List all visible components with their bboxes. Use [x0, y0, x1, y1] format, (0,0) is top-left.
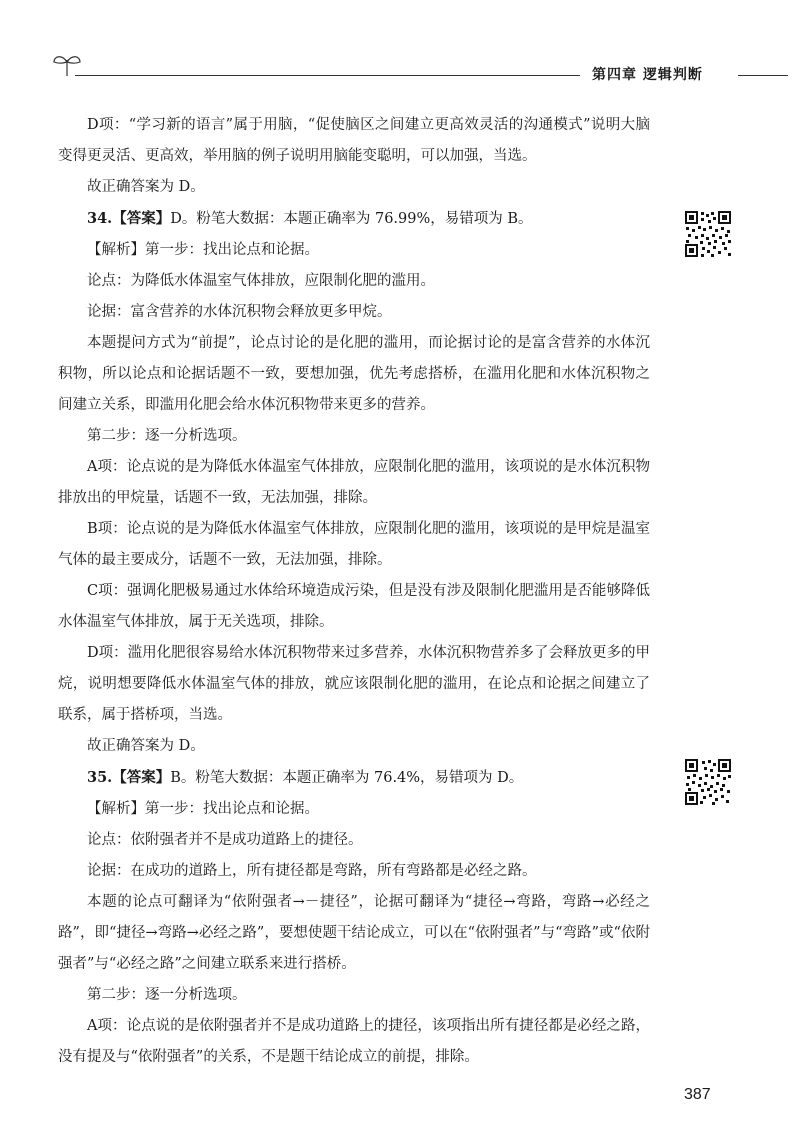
paragraph: 论据：在成功的道路上，所有捷径都是弯路，所有弯路都是必经之路。: [87, 863, 537, 879]
answer-label: 35.【答案】: [87, 769, 171, 786]
paragraph: 论点：为降低水体温室气体排放，应限制化肥的滥用。: [87, 273, 435, 289]
answer-label: 34.【答案】: [87, 210, 171, 227]
paragraph: 论点：依附强者并不是成功道路上的捷径。: [87, 832, 363, 848]
answer-text: B。粉笔大数据：本题正确率为 76.4%，易错项为 D。: [170, 770, 524, 786]
paragraph: D项：滥用化肥很容易给水体沉积物带来过多营养，水体沉积物营养多了会释放更多的甲烷，说明想要降低水体温室气体的排放，就应该限制化肥的滥用，在论点和论据之间建立了联系，属于搭桥项，当选。: [58, 645, 650, 723]
paragraph: 【解析】第一步：找出论点和论据。: [87, 242, 319, 258]
qr-code-icon[interactable]: [684, 758, 732, 806]
sprout-icon: [50, 50, 84, 78]
qr-code-icon[interactable]: [684, 210, 732, 258]
paragraph: 【解析】第一步：找出论点和论据。: [87, 801, 319, 817]
answer-34: [58, 203, 650, 235]
header-rule: [75, 75, 580, 76]
paragraph: B项：论点说的是为降低水体温室气体排放，应限制化肥的滥用，该项说的是甲烷是温室气体的最主要成分，话题不一致，无法加强，排除。: [58, 521, 650, 568]
paragraph: 故正确答案为 D。: [87, 738, 205, 754]
paragraph: 第二步：逐一分析选项。: [87, 987, 247, 1003]
paragraph: D项：“学习新的语言”属于用脑，“促使脑区之间建立更高效灵活的沟通模式”说明大脑变得更灵活、更高效，举用脑的例子说明用脑能变聪明，可以加强，当选。: [58, 117, 650, 164]
answer-text: D。粉笔大数据：本题正确率为 76.99%，易错项为 B。: [170, 211, 533, 227]
page-number: 387: [684, 1086, 711, 1103]
paragraph: A项：论点说的是为降低水体温室气体排放，应限制化肥的滥用，该项说的是水体沉积物排放出的甲烷量，话题不一致，无法加强，排除。: [58, 459, 650, 506]
paragraph: 第二步：逐一分析选项。: [87, 428, 247, 444]
paragraph: 本题提问方式为“前提”，论点讨论的是化肥的滥用，而论据讨论的是富含营养的水体沉积物，所以论点和论据话题不一致，要想加强，优先考虑搭桥，在滥用化肥和水体沉积物之间建立关系，即滥用化肥会给水体沉积物带来更多的营养。: [58, 335, 650, 413]
header-rule-right: [738, 75, 788, 76]
paragraph: C项：强调化肥极易通过水体给环境造成污染，但是没有涉及限制化肥滥用是否能够降低水体温室气体排放，属于无关选项，排除。: [58, 583, 650, 630]
page-body: [58, 110, 650, 1073]
paragraph: 本题的论点可翻译为“依附强者→－捷径”，论据可翻译为“捷径→弯路，弯路→必经之路”，即“捷径→弯路→必经之路”，要想使题干结论成立，可以在“依附强者”与“弯路”或“依附强者”与“必经之路”之间建立联系来进行搭桥。: [58, 894, 650, 972]
paragraph: 故正确答案为 D。: [87, 179, 205, 195]
answer-35: [58, 762, 650, 794]
chapter-title: 第四章 逻辑判断: [592, 67, 703, 83]
paragraph: 论据：富含营养的水体沉积物会释放更多甲烷。: [87, 304, 392, 320]
paragraph: A项：论点说的是依附强者并不是成功道路上的捷径，该项指出所有捷径都是必经之路，没有提及与“依附强者”的关系，不是题干结论成立的前提，排除。: [58, 1018, 650, 1065]
page-header: [0, 50, 800, 90]
